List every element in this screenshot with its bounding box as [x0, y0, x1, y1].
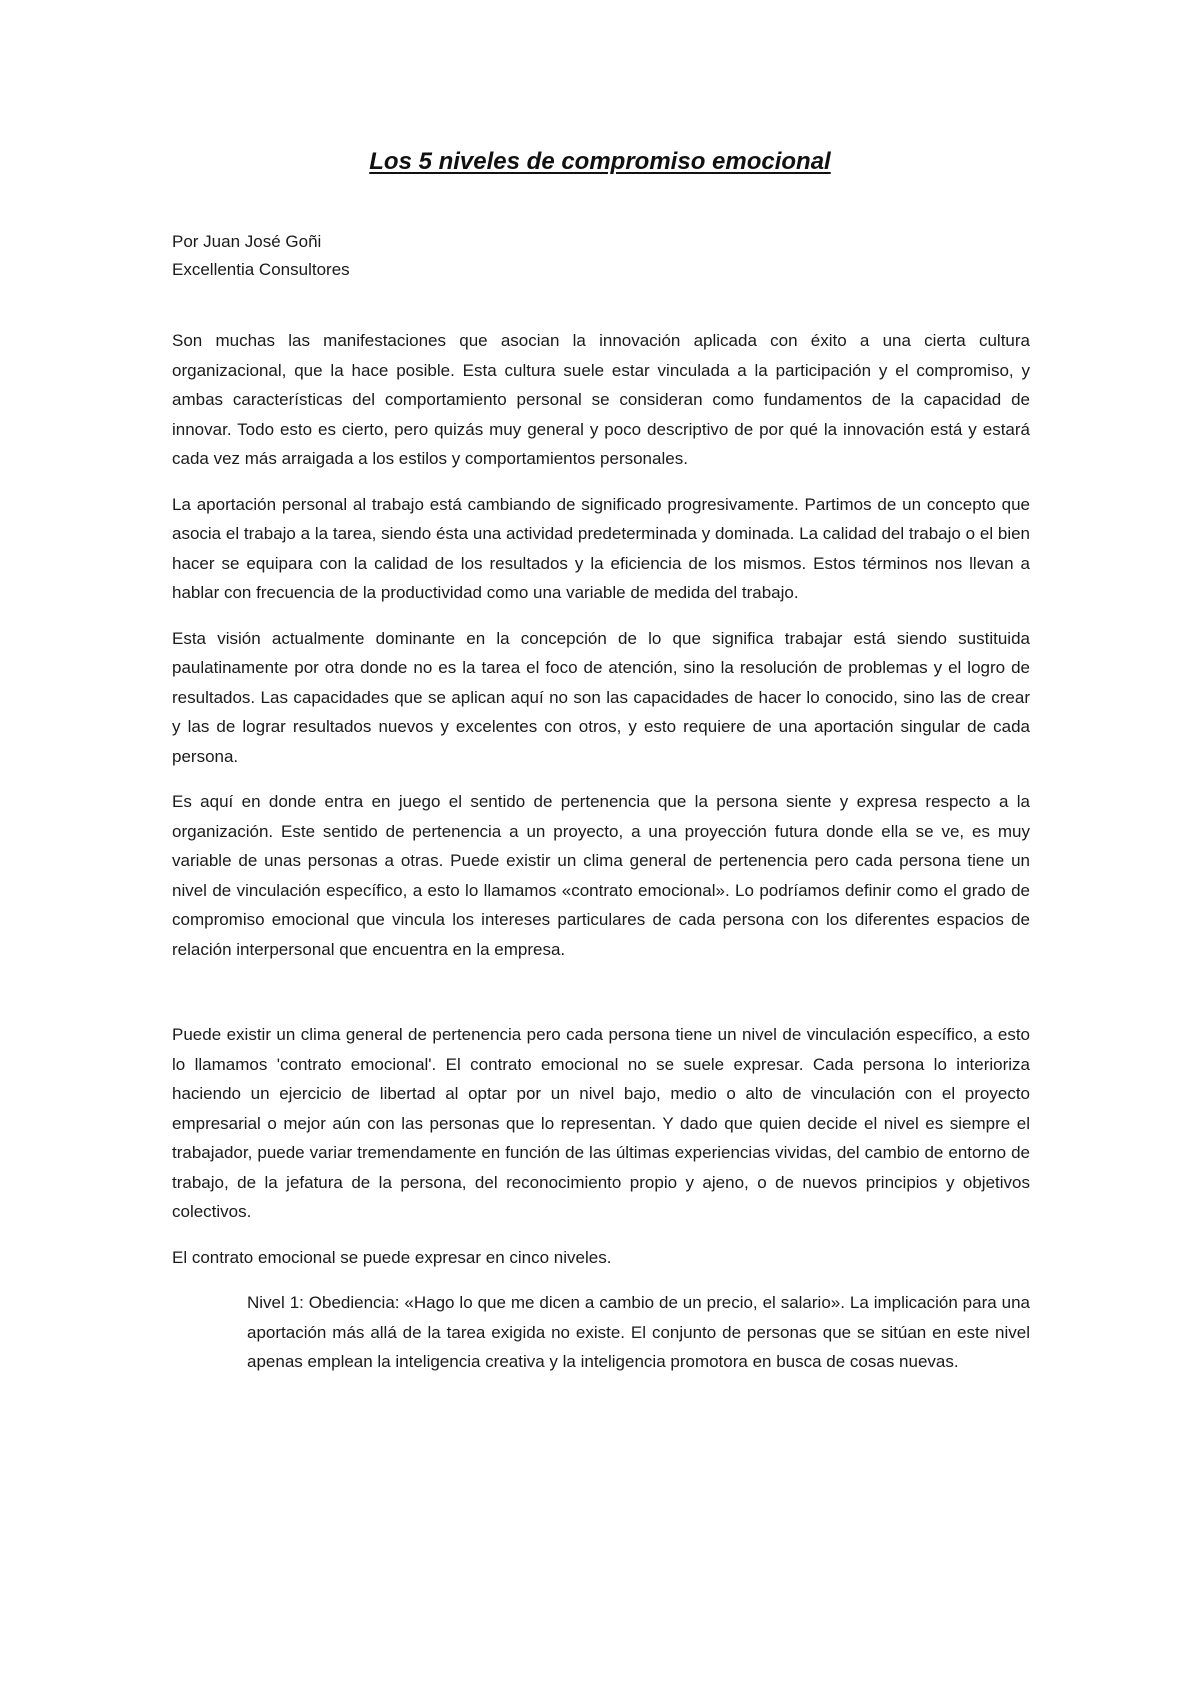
paragraph: Esta visión actualmente dominante en la concepción de lo que significa trabajar está siendo sustituida paulatinamente por otra donde no es la tarea el foco de atención, sino la resolución de problemas y el logro de resultados. Las capacidades que se aplican aquí no son las capacidades de hacer lo conocido, sino las de crear y las de lograr resultados nuevos y excelentes con otros, y esto requiere de una aportación singular de cada persona. — [172, 628, 1030, 766]
organization-line: Excellentia Consultores — [172, 260, 350, 279]
author-line: Por Juan José Goñi — [172, 232, 322, 251]
paragraph: Es aquí en donde entra en juego el sentido de pertenencia que la persona siente y expresa respecto a la organización. Este sentido de pertenencia a un proyecto, a una proyección futura donde ella se ve, es muy variable de unas personas a otras. Puede existir un clima general de pertenencia pero cada persona tiene un nivel de vinculación específico, a esto lo llamamos «contrato emocional». Lo podríamos definir como el grado de compromiso emocional que vincula los intereses particulares de cada persona con los diferentes espacios de relación interpersonal que encuentra en la empresa. — [172, 792, 1030, 959]
paragraph: La aportación personal al trabajo está cambiando de significado progresivamente. Partimos de un concepto que asocia el trabajo a la tarea, siendo ésta una actividad predeterminada y dominada. La calidad del trabajo o el bien hacer se equipara con la calidad de los resultados y la eficiencia de los mismos. Estos términos nos llevan a hablar con frecuencia de la productividad como una variable de medida del trabajo. — [172, 494, 1030, 602]
document-title: Los 5 niveles de compromiso emocional — [369, 148, 831, 175]
byline — [172, 228, 350, 284]
paragraph: El contrato emocional se puede expresar en cinco niveles. — [172, 1247, 612, 1267]
paragraph: Son muchas las manifestaciones que asocian la innovación aplicada con éxito a una cierta cultura organizacional, que la hace posible. Esta cultura suele estar vinculada a la participación y el compromiso, y ambas características del comportamiento personal se consideran como fundamentos de la capacidad de innovar. Todo esto es cierto, pero quizás muy general y poco descriptivo de por qué la innovación está y estará cada vez más arraigada a los estilos y comportamientos personales. — [172, 331, 1030, 468]
level-1-paragraph: Nivel 1: Obediencia: «Hago lo que me dicen a cambio de un precio, el salario». La implicación para una aportación más allá de la tarea exigida no existe. El conjunto de personas que se sitúan en este nivel apenas emplean la inteligencia creativa y la inteligencia promotora en busca de cosas nuevas. — [247, 1293, 1030, 1371]
paragraph: Puede existir un clima general de pertenencia pero cada persona tiene un nivel de vinculación específico, a esto lo llamamos 'contrato emocional'. El contrato emocional no se suele expresar. Cada persona lo interioriza haciendo un ejercicio de libertad al optar por un nivel bajo, medio o alto de vinculación con el proyecto empresarial o mejor aún con las personas que lo representan. Y dado que quien decide el nivel es siempre el trabajador, puede variar tremendamente en función de las últimas experiencias vividas, del cambio de entorno de trabajo, de la jefatura de la persona, del reconocimiento propio y ajeno, o de nuevos principios y objetivos colectivos. — [172, 1025, 1030, 1221]
document-body — [172, 326, 1030, 1393]
